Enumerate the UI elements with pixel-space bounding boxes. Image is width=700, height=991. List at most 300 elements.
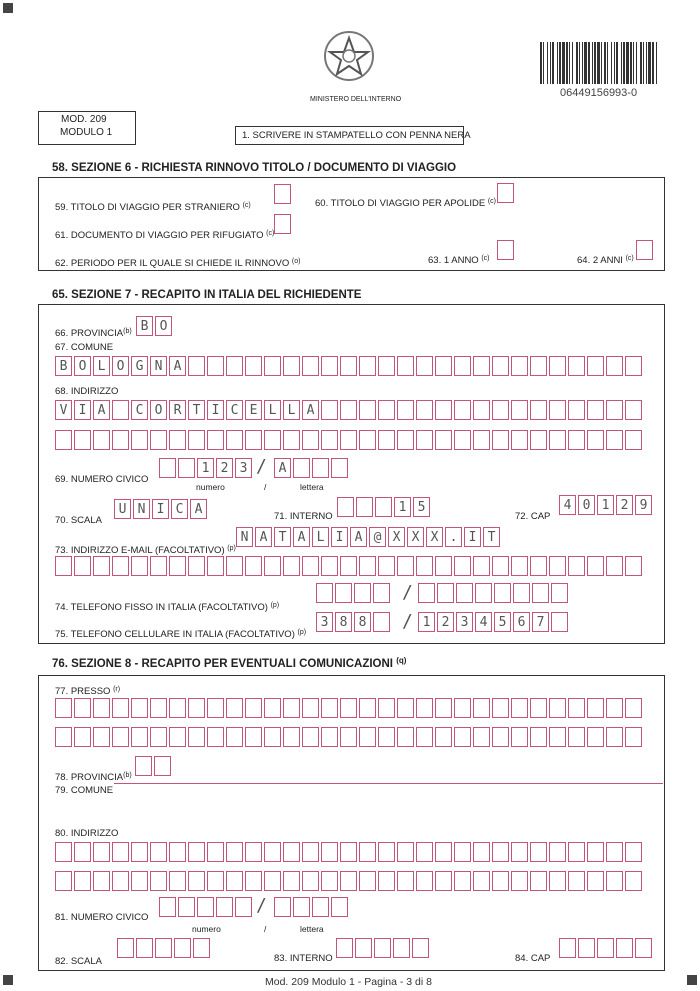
char-box[interactable] [169,556,186,576]
char-box[interactable]: 1 [394,497,411,517]
char-box[interactable]: 1 [197,458,214,478]
char-box[interactable] [245,556,262,576]
char-box[interactable] [551,612,568,632]
char-box[interactable] [150,556,167,576]
char-box[interactable] [112,842,129,862]
char-box[interactable] [112,556,129,576]
char-box[interactable] [454,698,471,718]
char-box[interactable] [226,698,243,718]
char-box[interactable] [226,871,243,891]
char-box[interactable] [74,727,91,747]
char-box[interactable] [549,698,566,718]
char-box[interactable]: X [426,527,443,547]
char-box[interactable] [131,842,148,862]
char-box[interactable]: N [133,499,150,519]
char-box[interactable] [331,897,348,917]
interno-boxes[interactable] [337,497,430,517]
char-box[interactable] [283,842,300,862]
char-box[interactable] [578,938,595,958]
char-box[interactable] [416,400,433,420]
char-box[interactable] [416,698,433,718]
char-box[interactable] [340,430,357,450]
char-box[interactable] [456,583,473,603]
char-box[interactable] [150,727,167,747]
char-box[interactable] [511,556,528,576]
char-box[interactable] [454,400,471,420]
char-box[interactable] [112,727,129,747]
char-box[interactable]: 1 [597,495,614,515]
char-box[interactable] [454,727,471,747]
f64-checkbox[interactable] [636,240,653,260]
char-box[interactable] [274,897,291,917]
char-box[interactable] [207,430,224,450]
char-box[interactable] [473,842,490,862]
char-box[interactable] [293,458,310,478]
char-box[interactable] [245,430,262,450]
char-box[interactable] [373,583,390,603]
char-box[interactable]: A [350,527,367,547]
char-box[interactable] [321,698,338,718]
char-box[interactable]: 5 [413,497,430,517]
char-box[interactable] [587,871,604,891]
char-box[interactable] [159,458,176,478]
char-box[interactable] [511,400,528,420]
char-box[interactable]: L [93,356,110,376]
char-box[interactable]: 5 [494,612,511,632]
char-box[interactable] [74,430,91,450]
char-box[interactable] [454,356,471,376]
char-box[interactable] [492,698,509,718]
char-box[interactable] [321,356,338,376]
char-box[interactable] [336,938,353,958]
char-box[interactable]: 3 [456,612,473,632]
cap-8-boxes[interactable] [559,938,652,958]
char-box[interactable] [454,842,471,862]
char-box[interactable]: 3 [235,458,252,478]
char-box[interactable]: X [407,527,424,547]
char-box[interactable]: O [155,316,172,336]
char-box[interactable] [625,430,642,450]
char-box[interactable] [625,842,642,862]
char-box[interactable]: A [93,400,110,420]
char-box[interactable] [235,897,252,917]
char-box[interactable] [321,556,338,576]
char-box[interactable] [159,897,176,917]
char-box[interactable] [597,938,614,958]
lettera-8-boxes[interactable] [274,897,348,917]
char-box[interactable]: 7 [532,612,549,632]
cellulare-numero-boxes[interactable] [418,612,568,632]
char-box[interactable] [606,842,623,862]
char-box[interactable] [283,356,300,376]
char-box[interactable] [112,430,129,450]
char-box[interactable] [74,556,91,576]
char-box[interactable] [340,556,357,576]
char-box[interactable] [454,556,471,576]
char-box[interactable] [245,842,262,862]
char-box[interactable] [568,400,585,420]
char-box[interactable] [226,842,243,862]
char-box[interactable] [625,400,642,420]
char-box[interactable] [549,430,566,450]
char-box[interactable] [264,842,281,862]
char-box[interactable] [302,842,319,862]
char-box[interactable] [264,871,281,891]
char-box[interactable] [312,897,329,917]
char-box[interactable]: A [190,499,207,519]
char-box[interactable] [530,842,547,862]
char-box[interactable] [188,698,205,718]
char-box[interactable] [207,727,224,747]
char-box[interactable] [473,430,490,450]
char-box[interactable] [513,583,530,603]
char-box[interactable] [397,727,414,747]
char-box[interactable] [393,938,410,958]
char-box[interactable] [397,356,414,376]
char-box[interactable] [131,556,148,576]
char-box[interactable] [355,938,372,958]
char-box[interactable] [321,727,338,747]
char-box[interactable] [302,727,319,747]
char-box[interactable] [188,430,205,450]
char-box[interactable] [492,871,509,891]
char-box[interactable] [283,698,300,718]
char-box[interactable] [378,698,395,718]
char-box[interactable] [587,356,604,376]
char-box[interactable] [245,727,262,747]
char-box[interactable] [188,727,205,747]
char-box[interactable]: T [483,527,500,547]
char-box[interactable] [264,556,281,576]
char-box[interactable]: . [445,527,462,547]
char-box[interactable] [55,871,72,891]
char-box[interactable] [492,356,509,376]
char-box[interactable] [169,430,186,450]
char-box[interactable] [530,556,547,576]
char-box[interactable] [312,458,329,478]
char-box[interactable] [150,430,167,450]
char-box[interactable] [606,400,623,420]
char-box[interactable] [378,871,395,891]
char-box[interactable] [587,400,604,420]
char-box[interactable] [492,430,509,450]
char-box[interactable] [155,938,172,958]
indirizzo-boxes-1[interactable] [55,400,642,420]
char-box[interactable] [245,356,262,376]
char-box[interactable] [216,897,233,917]
char-box[interactable] [532,583,549,603]
char-box[interactable] [74,698,91,718]
char-box[interactable] [169,727,186,747]
numero-civico-8-boxes[interactable] [159,897,252,917]
char-box[interactable] [74,842,91,862]
char-box[interactable] [226,430,243,450]
char-box[interactable] [549,871,566,891]
char-box[interactable] [154,756,171,776]
char-box[interactable] [473,871,490,891]
char-box[interactable] [169,842,186,862]
char-box[interactable] [359,556,376,576]
char-box[interactable]: B [55,356,72,376]
char-box[interactable] [435,698,452,718]
char-box[interactable] [435,356,452,376]
char-box[interactable] [150,871,167,891]
char-box[interactable] [340,698,357,718]
char-box[interactable] [283,430,300,450]
telefono-numero-boxes[interactable] [418,583,568,603]
char-box[interactable] [331,458,348,478]
char-box[interactable]: A [274,458,291,478]
char-box[interactable]: 4 [559,495,576,515]
char-box[interactable] [568,430,585,450]
char-box[interactable] [55,698,72,718]
char-box[interactable]: O [74,356,91,376]
char-box[interactable] [378,727,395,747]
char-box[interactable] [492,556,509,576]
char-box[interactable] [93,842,110,862]
char-box[interactable] [606,727,623,747]
char-box[interactable] [568,698,585,718]
char-box[interactable]: 2 [216,458,233,478]
char-box[interactable] [169,698,186,718]
char-box[interactable] [530,430,547,450]
email-boxes-2[interactable] [55,556,642,576]
char-box[interactable]: T [188,400,205,420]
presso-boxes-1[interactable] [55,698,642,718]
char-box[interactable] [397,871,414,891]
char-box[interactable] [283,727,300,747]
char-box[interactable] [354,583,371,603]
char-box[interactable] [378,556,395,576]
char-box[interactable] [359,842,376,862]
char-box[interactable] [435,871,452,891]
char-box[interactable] [197,897,214,917]
cap-boxes[interactable] [559,495,652,515]
char-box[interactable] [606,430,623,450]
char-box[interactable] [359,356,376,376]
char-box[interactable]: A [255,527,272,547]
indirizzo-boxes-2[interactable] [55,430,642,450]
char-box[interactable]: G [131,356,148,376]
char-box[interactable] [549,842,566,862]
char-box[interactable] [416,727,433,747]
char-box[interactable]: 2 [437,612,454,632]
char-box[interactable] [264,698,281,718]
char-box[interactable] [374,938,391,958]
char-box[interactable] [340,871,357,891]
char-box[interactable] [511,871,528,891]
char-box[interactable] [112,871,129,891]
char-box[interactable] [606,698,623,718]
char-box[interactable]: L [283,400,300,420]
char-box[interactable] [511,842,528,862]
char-box[interactable] [293,897,310,917]
char-box[interactable] [378,842,395,862]
char-box[interactable] [435,727,452,747]
cellulare-prefisso-boxes[interactable] [316,612,390,632]
char-box[interactable] [207,842,224,862]
char-box[interactable] [302,556,319,576]
char-box[interactable] [568,842,585,862]
char-box[interactable] [337,497,354,517]
char-box[interactable] [435,556,452,576]
char-box[interactable]: 9 [635,495,652,515]
char-box[interactable] [226,356,243,376]
char-box[interactable] [169,871,186,891]
char-box[interactable] [340,400,357,420]
char-box[interactable] [93,556,110,576]
char-box[interactable]: N [236,527,253,547]
char-box[interactable] [530,400,547,420]
char-box[interactable] [131,871,148,891]
char-box[interactable] [117,938,134,958]
char-box[interactable]: O [112,356,129,376]
char-box[interactable] [412,938,429,958]
char-box[interactable] [207,556,224,576]
char-box[interactable] [416,356,433,376]
char-box[interactable] [264,356,281,376]
char-box[interactable] [74,871,91,891]
char-box[interactable] [150,698,167,718]
char-box[interactable] [178,458,195,478]
char-box[interactable] [616,938,633,958]
char-box[interactable]: U [114,499,131,519]
char-box[interactable] [131,698,148,718]
numero-civico-boxes[interactable] [159,458,252,478]
char-box[interactable] [397,556,414,576]
indirizzo-8-boxes-1[interactable] [55,842,642,862]
char-box[interactable] [473,356,490,376]
char-box[interactable] [55,430,72,450]
char-box[interactable]: 8 [354,612,371,632]
char-box[interactable] [207,871,224,891]
char-box[interactable] [473,698,490,718]
char-box[interactable] [131,727,148,747]
char-box[interactable]: X [388,527,405,547]
char-box[interactable] [587,727,604,747]
char-box[interactable] [359,430,376,450]
char-box[interactable]: O [150,400,167,420]
char-box[interactable] [587,556,604,576]
char-box[interactable] [454,430,471,450]
indirizzo-8-boxes-2[interactable] [55,871,642,891]
char-box[interactable] [530,356,547,376]
char-box[interactable]: A [302,400,319,420]
char-box[interactable] [606,356,623,376]
char-box[interactable]: 3 [316,612,333,632]
char-box[interactable] [473,727,490,747]
char-box[interactable] [174,938,191,958]
char-box[interactable] [264,430,281,450]
char-box[interactable] [321,430,338,450]
char-box[interactable] [530,871,547,891]
char-box[interactable] [378,400,395,420]
char-box[interactable] [359,400,376,420]
char-box[interactable]: 6 [513,612,530,632]
char-box[interactable] [112,698,129,718]
char-box[interactable]: C [226,400,243,420]
char-box[interactable] [340,356,357,376]
char-box[interactable] [188,842,205,862]
char-box[interactable] [568,727,585,747]
char-box[interactable]: A [169,356,186,376]
char-box[interactable] [549,400,566,420]
char-box[interactable] [93,871,110,891]
char-box[interactable] [150,842,167,862]
lettera-boxes[interactable] [274,458,348,478]
char-box[interactable] [93,727,110,747]
char-box[interactable] [226,556,243,576]
char-box[interactable] [264,727,281,747]
char-box[interactable] [178,897,195,917]
char-box[interactable]: N [150,356,167,376]
char-box[interactable] [302,871,319,891]
char-box[interactable] [551,583,568,603]
char-box[interactable]: 0 [578,495,595,515]
f59-checkbox[interactable] [274,184,291,204]
char-box[interactable]: C [131,400,148,420]
char-box[interactable] [625,556,642,576]
char-box[interactable] [373,612,390,632]
char-box[interactable]: A [293,527,310,547]
char-box[interactable] [625,698,642,718]
char-box[interactable] [606,871,623,891]
char-box[interactable] [416,430,433,450]
char-box[interactable] [418,583,435,603]
char-box[interactable] [530,698,547,718]
char-box[interactable] [356,497,373,517]
char-box[interactable]: 8 [335,612,352,632]
char-box[interactable] [283,871,300,891]
scala-boxes[interactable] [114,499,207,519]
char-box[interactable]: I [152,499,169,519]
f60-checkbox[interactable] [497,183,514,203]
char-box[interactable] [359,727,376,747]
char-box[interactable] [188,356,205,376]
char-box[interactable] [416,871,433,891]
char-box[interactable] [245,698,262,718]
char-box[interactable] [511,727,528,747]
char-box[interactable] [625,727,642,747]
char-box[interactable] [321,842,338,862]
f63-checkbox[interactable] [497,240,514,260]
char-box[interactable] [559,938,576,958]
char-box[interactable] [93,430,110,450]
char-box[interactable] [511,356,528,376]
char-box[interactable] [435,842,452,862]
char-box[interactable] [435,400,452,420]
char-box[interactable] [606,556,623,576]
char-box[interactable]: V [55,400,72,420]
char-box[interactable] [568,556,585,576]
char-box[interactable] [207,698,224,718]
char-box[interactable] [131,430,148,450]
char-box[interactable] [335,583,352,603]
char-box[interactable] [397,400,414,420]
f61-checkbox[interactable] [274,214,291,234]
char-box[interactable] [587,430,604,450]
comune-boxes[interactable] [55,356,642,376]
char-box[interactable] [416,842,433,862]
char-box[interactable] [397,698,414,718]
char-box[interactable] [435,430,452,450]
provincia-boxes[interactable] [136,316,172,336]
char-box[interactable] [207,356,224,376]
char-box[interactable] [549,727,566,747]
char-box[interactable] [340,727,357,747]
char-box[interactable] [321,871,338,891]
char-box[interactable] [112,400,129,420]
